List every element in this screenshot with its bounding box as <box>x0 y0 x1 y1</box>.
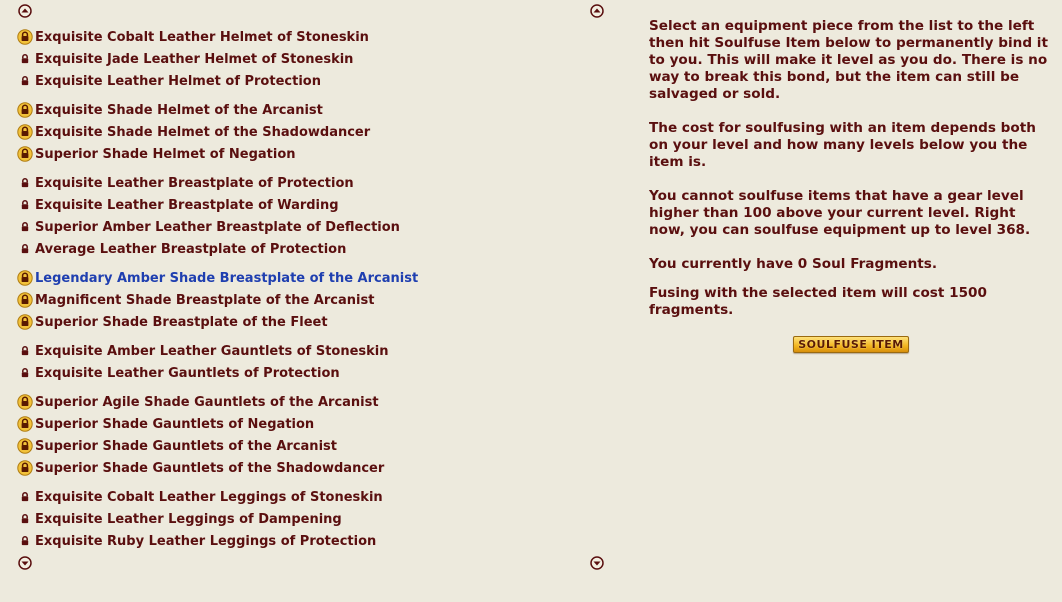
item-label: Exquisite Amber Leather Gauntlets of Stoneskin <box>35 343 389 359</box>
lock-icon <box>17 489 33 505</box>
list-item[interactable] <box>17 239 346 259</box>
item-label: Exquisite Leather Gauntlets of Protection <box>35 365 340 381</box>
info-level-limit: You cannot soulfuse items that have a gear level higher than 100 above your current level. Right now, you can soulfuse equipment up to level 368. <box>649 188 1031 238</box>
list-item[interactable] <box>17 363 340 383</box>
item-label: Exquisite Ruby Leather Leggings of Protection <box>35 533 377 549</box>
info-soul-fragments: You currently have 0 Soul Fragments. <box>649 256 938 272</box>
item-label: Exquisite Leather Breastplate of Protection <box>35 175 354 191</box>
gold-lock-icon <box>17 29 33 45</box>
item-label: Superior Shade Gauntlets of the Arcanist <box>35 438 337 454</box>
item-label: Superior Shade Gauntlets of Negation <box>35 416 315 432</box>
lock-icon <box>17 343 33 359</box>
gold-lock-icon <box>17 438 33 454</box>
gold-lock-icon <box>17 416 33 432</box>
list-item[interactable] <box>17 49 353 69</box>
list-item[interactable] <box>17 531 376 551</box>
soulfuse-item-button-label: SOULFUSE ITEM <box>798 338 904 351</box>
list-item[interactable] <box>17 312 328 332</box>
list-item[interactable] <box>17 341 389 361</box>
item-label: Superior Shade Helmet of Negation <box>35 146 296 162</box>
lock-icon <box>17 73 33 89</box>
item-label: Exquisite Leather Leggings of Dampening <box>35 511 342 527</box>
gold-lock-icon <box>17 292 33 308</box>
gold-lock-icon <box>17 314 33 330</box>
list-item[interactable] <box>17 217 400 237</box>
list-item[interactable] <box>17 122 370 142</box>
item-label: Exquisite Jade Leather Helmet of Stoneskin <box>35 51 354 67</box>
lock-icon <box>17 241 33 257</box>
lock-icon <box>17 365 33 381</box>
item-label: Superior Shade Breastplate of the Fleet <box>35 314 328 330</box>
item-label: Exquisite Cobalt Leather Helmet of Stoneskin <box>35 29 369 45</box>
soulfuse-item-button[interactable] <box>793 336 909 353</box>
item-label: Exquisite Shade Helmet of the Shadowdancer <box>35 124 371 140</box>
gold-lock-icon <box>17 102 33 118</box>
info-fuse-cost: Fusing with the selected item will cost 1500 fragments. <box>649 285 987 318</box>
list-item[interactable] <box>17 71 321 91</box>
lock-icon <box>17 511 33 527</box>
info-instructions: Select an equipment piece from the list to the left then hit Soulfuse Item below to permanently bind it to you. This will make it level as you do. There is no way to break this bond, but the item can still be salvaged or sold. <box>649 18 1048 102</box>
lock-icon <box>17 175 33 191</box>
list-item[interactable] <box>17 487 383 507</box>
lock-icon <box>17 219 33 235</box>
item-label: Exquisite Cobalt Leather Leggings of Stoneskin <box>35 489 383 505</box>
item-label: Legendary Amber Shade Breastplate of the Arcanist <box>35 270 419 286</box>
item-label: Magnificent Shade Breastplate of the Arcanist <box>35 292 375 308</box>
item-label: Superior Shade Gauntlets of the Shadowdancer <box>35 460 385 476</box>
list-item[interactable] <box>17 144 296 164</box>
gold-lock-icon <box>17 146 33 162</box>
item-label: Superior Agile Shade Gauntlets of the Arcanist <box>35 394 379 410</box>
gold-lock-icon <box>17 270 33 286</box>
list-item-selected[interactable] <box>17 268 418 288</box>
gold-lock-icon <box>17 460 33 476</box>
item-label: Superior Amber Leather Breastplate of Deflection <box>35 219 400 235</box>
list-item[interactable] <box>17 290 374 310</box>
list-item[interactable] <box>17 195 339 215</box>
gold-lock-icon <box>17 124 33 140</box>
list-item[interactable] <box>17 509 342 529</box>
gold-lock-icon <box>17 394 33 410</box>
item-label: Average Leather Breastplate of Protection <box>35 241 347 257</box>
item-label: Exquisite Leather Helmet of Protection <box>35 73 321 89</box>
list-item[interactable] <box>17 414 314 434</box>
list-item[interactable] <box>17 27 369 47</box>
lock-icon <box>17 533 33 549</box>
lock-icon <box>17 197 33 213</box>
list-item[interactable] <box>17 173 354 193</box>
item-label: Exquisite Shade Helmet of the Arcanist <box>35 102 323 118</box>
info-cost-explanation: The cost for soulfusing with an item depends both on your level and how many levels below you the item is. <box>649 120 1036 170</box>
soulfuse-info <box>649 18 1054 319</box>
item-label: Exquisite Leather Breastplate of Warding <box>35 197 339 213</box>
list-item[interactable] <box>17 436 337 456</box>
list-item[interactable] <box>17 458 384 478</box>
lock-icon <box>17 51 33 67</box>
list-item[interactable] <box>17 100 323 120</box>
list-item[interactable] <box>17 392 379 412</box>
